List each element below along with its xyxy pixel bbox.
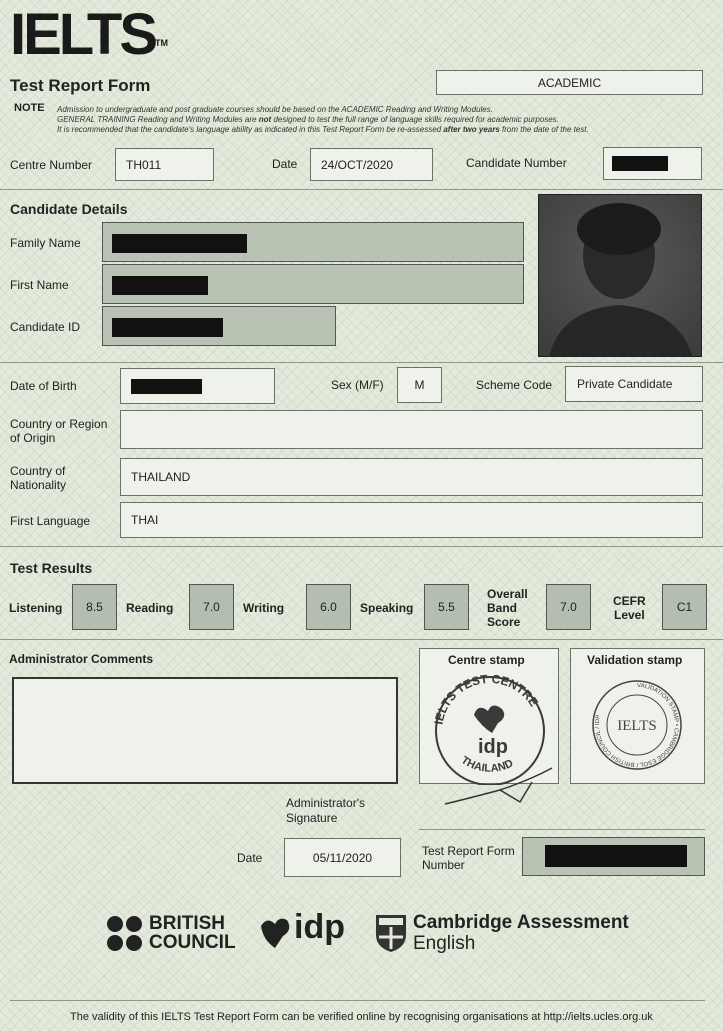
test-date-box [310,148,433,181]
origin-label: Country or Region of Origin [10,417,108,445]
british-council-dots-icon [106,915,144,953]
scheme-code-value: Private Candidate [577,377,673,391]
admin-comments-label: Administrator Comments [9,652,154,666]
note-line-3: It is recommended that the candidate's language ability as indicated in this Test Report Form be re-assessed after two years from the date of the test. [57,125,589,134]
overall-band-score: 7.0 [546,584,591,630]
candidate-number-label: Candidate Number [466,156,567,170]
trf-number-box [522,837,705,876]
scheme-code-box [565,366,703,402]
overall-band-label: Overall Band Score [487,587,528,629]
svg-text:IELTS TEST CENTRE: IELTS TEST CENTRE [431,671,542,726]
module-box [436,70,703,95]
nationality-value: THAILAND [131,470,191,484]
form-title: Test Report Form [10,76,151,95]
candidate-id-box [102,306,336,346]
note-line-1: Admission to undergraduate and post graduate courses should be based on the ACADEMIC Reading and Writing Modules. [57,105,493,114]
centre-stamp-label: Centre stamp [448,653,525,667]
listening-label: Listening [9,601,63,615]
trf-number-label: Test Report Form Number [422,844,515,872]
nationality-label: Country of Nationality [10,464,67,492]
admin-date-label: Date [237,851,263,865]
test-results-heading: Test Results [10,560,93,576]
footer-text: The validity of this IELTS Test Report Form can be verified online by recognising organisations at http://ielts.ucles.org.uk [70,1011,653,1023]
admin-comments-box [12,677,398,784]
first-language-value: THAI [131,513,159,527]
cefr-level-label: CEFR Level [613,594,646,622]
dob-label: Date of Birth [10,379,77,393]
candidate-details-heading: Candidate Details [10,201,128,217]
footer-divider [10,1000,705,1001]
note-label: NOTE [14,102,45,114]
admin-divider [419,829,705,830]
validation-stamp-icon [571,669,704,781]
cambridge-shield-icon [374,913,408,953]
reading-score: 7.0 [189,584,234,630]
note-line-2: GENERAL TRAINING Reading and Writing Modules are not designed to test the full range of language skills required for academic purposes. [57,115,559,124]
centre-number-box [115,148,214,181]
first-name-redaction [112,276,208,295]
writing-label: Writing [243,601,285,615]
validation-stamp-label: Validation stamp [587,653,683,667]
dob-box [120,368,275,404]
validation-stamp-box [570,648,705,784]
first-name-label: First Name [10,278,69,292]
admin-date-box [284,838,401,877]
candidate-number-box [603,147,702,180]
idp-leaf-icon [257,916,293,952]
origin-box [120,410,703,449]
nationality-box [120,458,703,496]
british-council-logo: BRITISH COUNCIL [106,912,236,956]
date-label: Date [272,157,298,171]
family-name-label: Family Name [10,236,81,250]
cefr-level-score: C1 [662,584,707,630]
centre-number-label: Centre Number [10,158,93,172]
reading-label: Reading [126,601,174,615]
scheme-code-label: Scheme Code [476,378,553,392]
sex-label: Sex (M/F) [331,378,384,392]
sex-value: M [414,378,425,392]
photo-silhouette-icon [539,195,702,357]
svg-text:idp: idp [478,736,508,758]
divider [0,639,723,640]
first-language-label: First Language [10,514,91,528]
family-name-box [102,222,524,262]
candidate-id-redaction [112,318,223,337]
divider [0,189,723,190]
writing-score: 6.0 [306,584,351,630]
candidate-number-redaction [612,156,668,171]
first-name-box [102,264,524,304]
centre-number-value: TH011 [126,157,162,172]
ielts-logo: IELTS™ [10,2,169,67]
admin-date-value: 05/11/2020 [312,850,373,865]
svg-text:IELTS: IELTS [617,718,657,734]
module-value: ACADEMIC [537,75,602,90]
sex-box [397,367,442,403]
first-language-box [120,502,703,538]
svg-text:VALIDATION STAMP • CAMBRIDGE E: VALIDATION STAMP • CAMBRIDGE ESOL / BRITISH COUNCIL / IDP [594,682,679,768]
candidate-photo [538,194,702,357]
svg-text:THAILAND: THAILAND [458,754,516,775]
idp-logo: idp [257,912,349,956]
speaking-label: Speaking [360,601,414,615]
cambridge-logo: Cambridge Assessment English [374,912,614,956]
divider [0,362,723,363]
dob-redaction [131,379,202,394]
trf-number-redaction [545,845,687,867]
candidate-id-label: Candidate ID [10,320,81,334]
listening-score: 8.5 [72,584,117,630]
divider [0,546,723,547]
family-name-redaction [112,234,247,253]
speaking-score: 5.5 [424,584,469,630]
test-date-value: 24/OCT/2020 [321,157,394,172]
admin-signature-label: Administrator's Signature [286,796,365,825]
signature-scribble-icon [440,760,560,810]
